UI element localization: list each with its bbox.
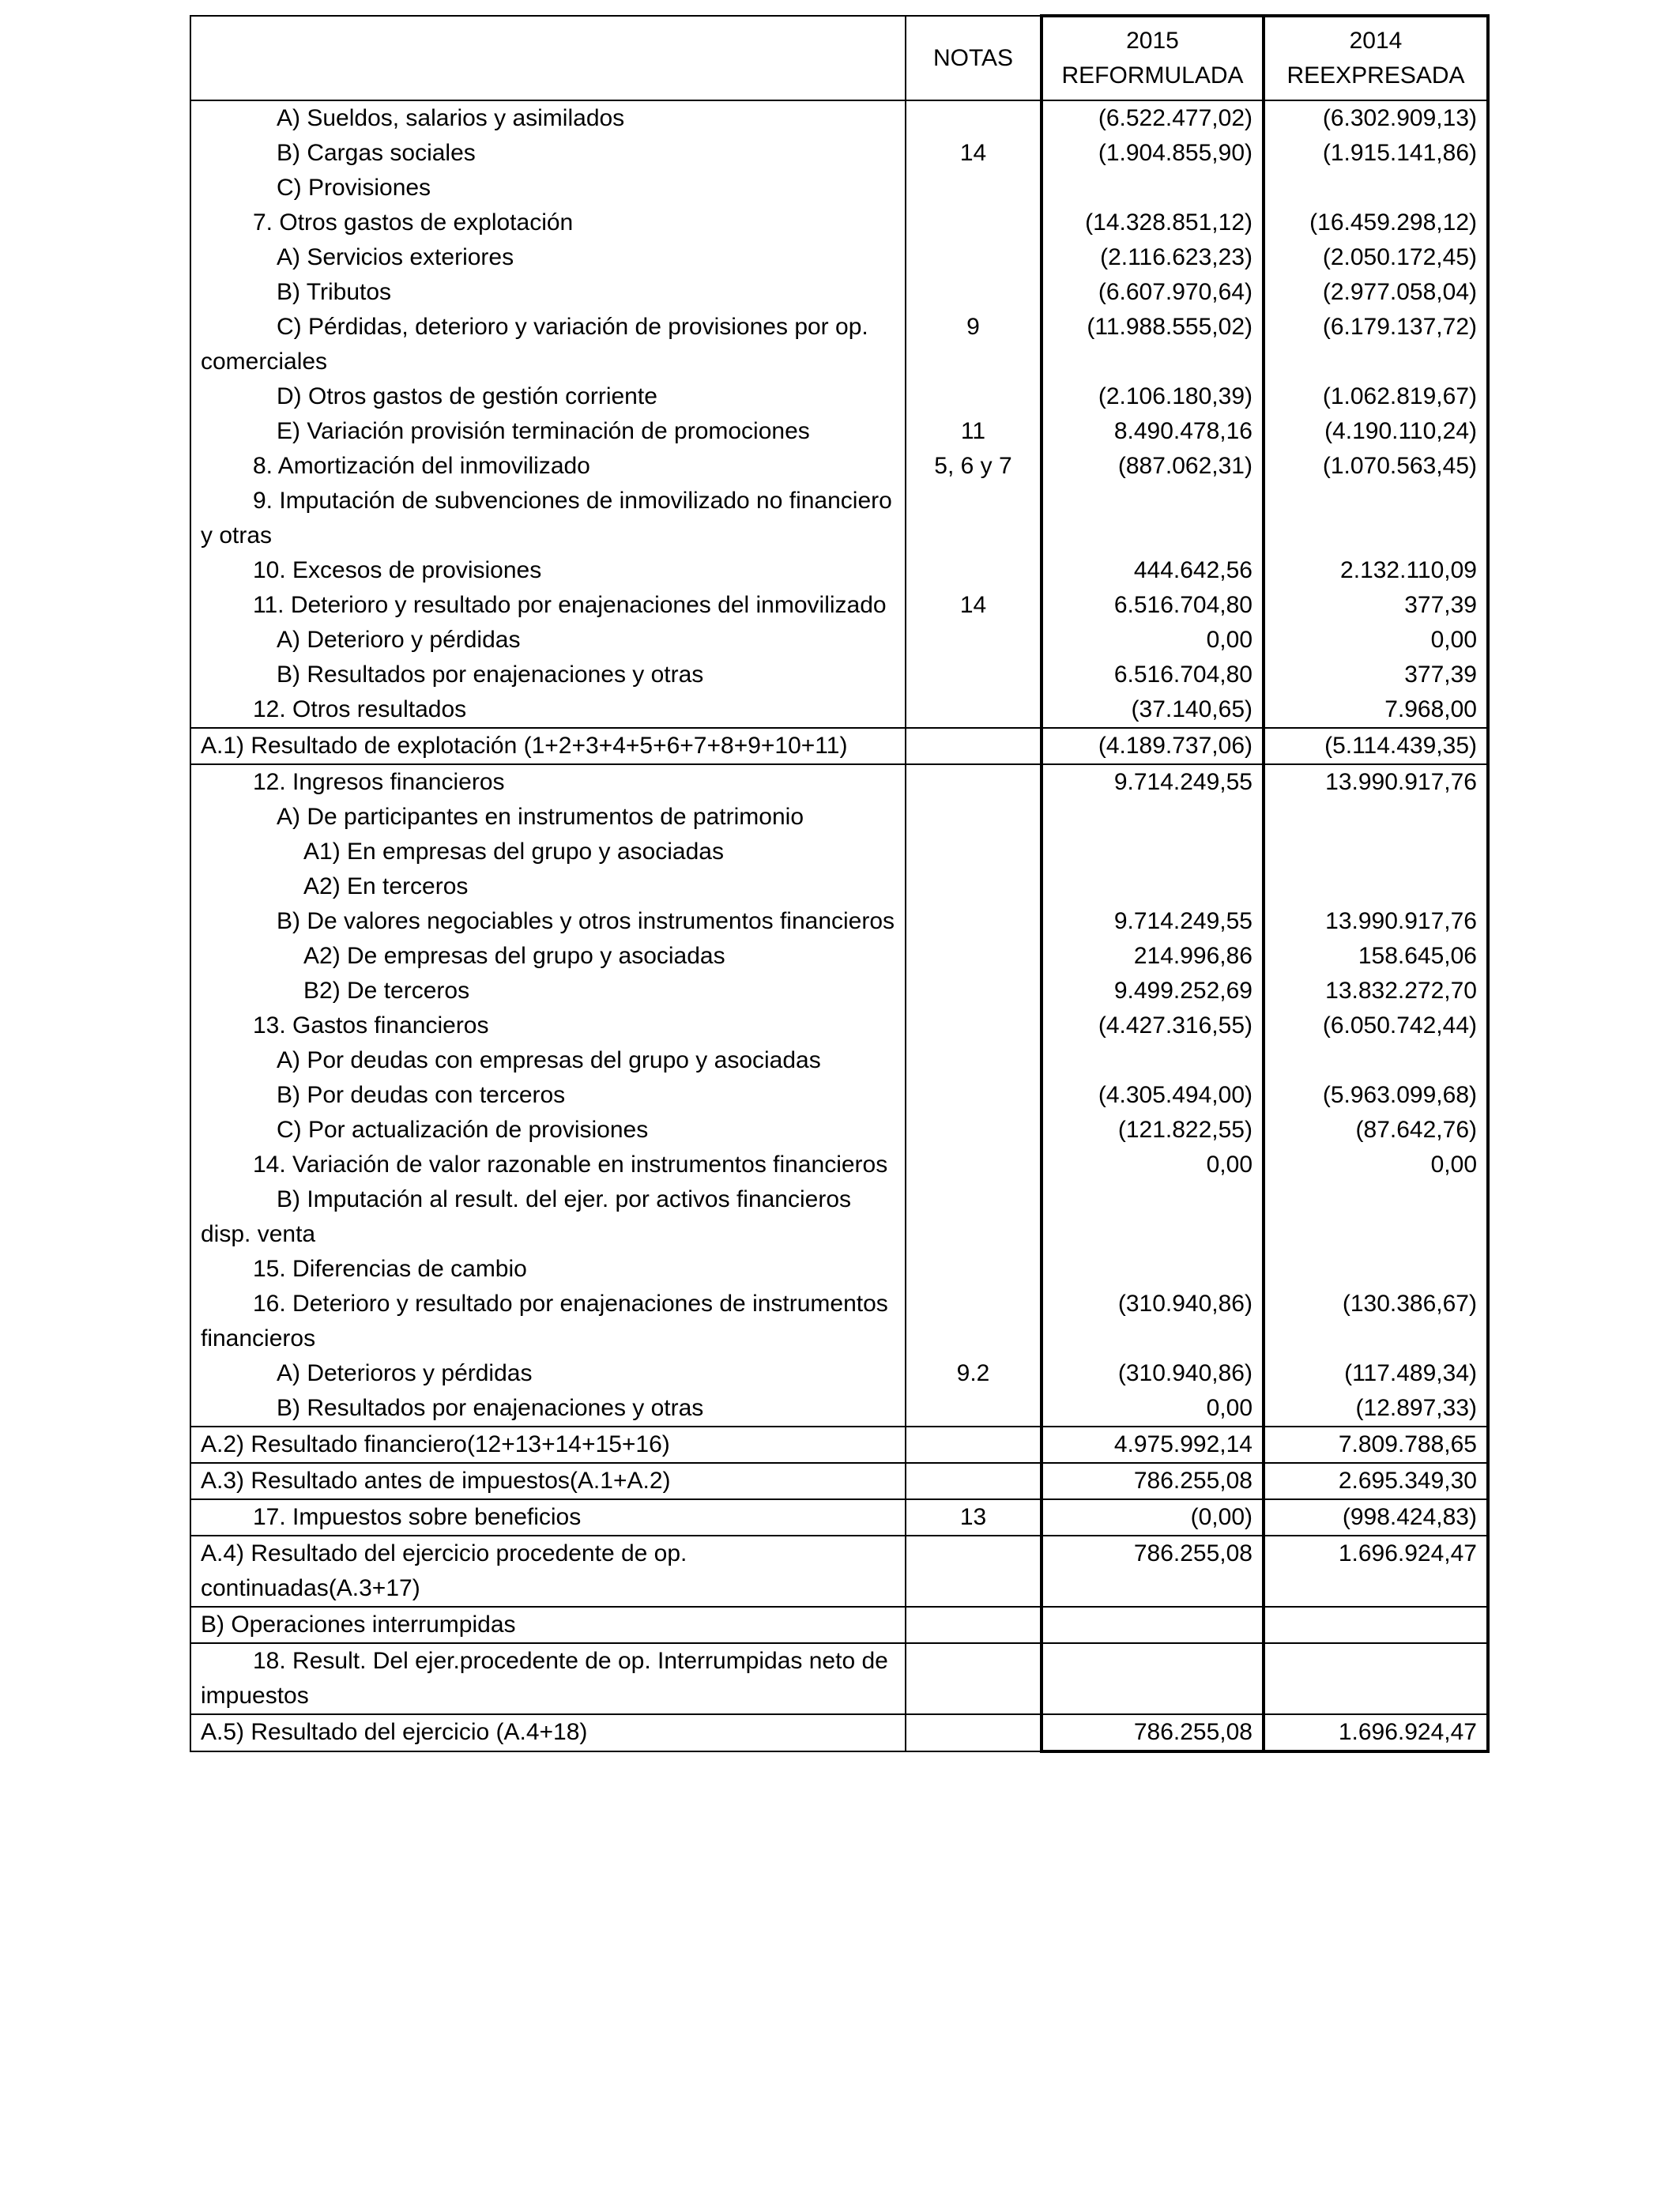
row-notas	[906, 100, 1042, 136]
row-label-cell	[190, 1463, 906, 1499]
row-label-cell	[190, 1252, 906, 1287]
row-value-2015: (37.140,65)	[1042, 692, 1264, 728]
row-value-2014: 1.696.924,47	[1264, 1714, 1488, 1751]
row-value-2015	[1042, 1252, 1264, 1287]
header-2014	[1264, 16, 1488, 100]
row-value-2015: 0,00	[1042, 1391, 1264, 1427]
table-row	[190, 1182, 1488, 1252]
row-notas	[906, 692, 1042, 728]
row-label: A.1) Resultado de explotación (1+2+3+4+5+6+7+8+9+10+11)	[201, 733, 848, 759]
row-label: 11. Deterioro y resultado por enajenaciones del inmovilizado	[253, 592, 887, 618]
table-row	[190, 484, 1488, 553]
table-row	[190, 1607, 1488, 1643]
row-value-2015	[1042, 1607, 1264, 1643]
table-row	[190, 658, 1488, 692]
row-value-2015: (11.988.555,02)	[1042, 310, 1264, 379]
table-row	[190, 1148, 1488, 1182]
row-value-2015: (2.116.623,23)	[1042, 240, 1264, 275]
row-label: D) Otros gastos de gestión corriente	[277, 383, 657, 409]
row-value-2014: (5.114.439,35)	[1264, 728, 1488, 764]
row-notas: 14	[906, 588, 1042, 623]
row-label: A.4) Resultado del ejercicio procedente de op. continuadas(A.3+17)	[201, 1540, 687, 1601]
table-row	[190, 692, 1488, 728]
row-value-2014: (6.050.742,44)	[1264, 1008, 1488, 1043]
table-row	[190, 205, 1488, 240]
row-value-2015: 0,00	[1042, 1148, 1264, 1182]
row-label: A.2) Resultado financiero(12+13+14+15+16)	[201, 1431, 670, 1457]
row-label-cell	[190, 1287, 906, 1356]
table-row	[190, 728, 1488, 764]
table-row	[190, 1427, 1488, 1463]
row-value-2014: (4.190.110,24)	[1264, 414, 1488, 449]
row-value-2014: 13.990.917,76	[1264, 904, 1488, 939]
row-label-cell	[190, 1078, 906, 1113]
row-label-cell	[190, 136, 906, 171]
table-row	[190, 835, 1488, 869]
row-label: B) Resultados por enajenaciones y otras	[277, 1395, 704, 1421]
row-label-cell	[190, 835, 906, 869]
row-label: E) Variación provisión terminación de promociones	[277, 418, 810, 444]
row-notas	[906, 240, 1042, 275]
row-label: A) Deterioro y pérdidas	[277, 627, 521, 653]
row-value-2015: (14.328.851,12)	[1042, 205, 1264, 240]
row-notas	[906, 1148, 1042, 1182]
row-value-2015	[1042, 1043, 1264, 1078]
row-label-cell	[190, 658, 906, 692]
row-value-2014: 158.645,06	[1264, 939, 1488, 974]
row-value-2015: (2.106.180,39)	[1042, 379, 1264, 414]
row-value-2014	[1264, 1252, 1488, 1287]
row-value-2015: 6.516.704,80	[1042, 588, 1264, 623]
header-2015	[1042, 16, 1264, 100]
row-label-cell	[190, 1427, 906, 1463]
row-label-cell	[190, 1499, 906, 1536]
table-body	[190, 100, 1488, 1751]
table-row	[190, 974, 1488, 1008]
row-label: B) Cargas sociales	[277, 140, 476, 166]
row-notas	[906, 904, 1042, 939]
table-row	[190, 1391, 1488, 1427]
row-value-2015: (0,00)	[1042, 1499, 1264, 1536]
row-value-2014	[1264, 835, 1488, 869]
row-notas	[906, 764, 1042, 800]
table-row	[190, 1043, 1488, 1078]
row-label-cell	[190, 240, 906, 275]
row-notas: 14	[906, 136, 1042, 171]
row-label-cell	[190, 1714, 906, 1751]
row-label: A1) En empresas del grupo y asociadas	[303, 839, 724, 865]
row-notas	[906, 1287, 1042, 1356]
row-notas	[906, 275, 1042, 310]
row-label: 9. Imputación de subvenciones de inmovilizado no financiero y otras	[201, 488, 892, 548]
header-notas: NOTAS	[906, 16, 1042, 100]
row-value-2014: 2.132.110,09	[1264, 553, 1488, 588]
row-notas	[906, 1182, 1042, 1252]
row-label: 14. Variación de valor razonable en instrumentos financieros	[253, 1152, 888, 1178]
table-row	[190, 1078, 1488, 1113]
row-label: 8. Amortización del inmovilizado	[253, 453, 590, 479]
row-value-2014	[1264, 1643, 1488, 1714]
row-value-2014	[1264, 484, 1488, 553]
row-value-2014: (130.386,67)	[1264, 1287, 1488, 1356]
table-row	[190, 553, 1488, 588]
row-value-2015: 0,00	[1042, 623, 1264, 658]
row-value-2014: (117.489,34)	[1264, 1356, 1488, 1391]
row-value-2015: 9.714.249,55	[1042, 904, 1264, 939]
table-row	[190, 100, 1488, 136]
row-notas: 11	[906, 414, 1042, 449]
row-notas	[906, 1043, 1042, 1078]
row-value-2014: (1.915.141,86)	[1264, 136, 1488, 171]
row-value-2014: (5.963.099,68)	[1264, 1078, 1488, 1113]
table-row	[190, 1714, 1488, 1751]
row-label: A) Por deudas con empresas del grupo y asociadas	[277, 1047, 821, 1073]
row-value-2014: (87.642,76)	[1264, 1113, 1488, 1148]
row-label: 12. Otros resultados	[253, 696, 467, 722]
table-row	[190, 764, 1488, 800]
row-label-cell	[190, 1356, 906, 1391]
row-value-2015: (1.904.855,90)	[1042, 136, 1264, 171]
row-value-2015	[1042, 1182, 1264, 1252]
row-notas	[906, 1463, 1042, 1499]
row-value-2015: 786.255,08	[1042, 1463, 1264, 1499]
row-label-cell	[190, 904, 906, 939]
row-notas	[906, 939, 1042, 974]
financial-statement-sheet	[190, 14, 1487, 1753]
row-label-cell	[190, 310, 906, 379]
row-label: A.5) Resultado del ejercicio (A.4+18)	[201, 1719, 588, 1745]
row-label-cell	[190, 764, 906, 800]
row-label: B) Imputación al result. del ejer. por activos financieros disp. venta	[201, 1186, 852, 1247]
header-2015-year: 2015	[1126, 28, 1179, 54]
row-label: B) Tributos	[277, 279, 392, 305]
row-notas	[906, 1643, 1042, 1714]
row-label-cell	[190, 205, 906, 240]
row-value-2015: 444.642,56	[1042, 553, 1264, 588]
row-label: C) Pérdidas, deterioro y variación de provisiones por op. comerciales	[201, 314, 868, 375]
row-notas	[906, 1008, 1042, 1043]
row-label-cell	[190, 379, 906, 414]
row-value-2015: (4.305.494,00)	[1042, 1078, 1264, 1113]
table-row	[190, 1356, 1488, 1391]
table-row	[190, 1113, 1488, 1148]
row-value-2015: (4.427.316,55)	[1042, 1008, 1264, 1043]
row-value-2014: 377,39	[1264, 658, 1488, 692]
row-label: C) Provisiones	[277, 175, 431, 201]
row-notas	[906, 484, 1042, 553]
row-label-cell	[190, 449, 906, 484]
row-notas	[906, 205, 1042, 240]
table-row	[190, 800, 1488, 835]
row-label-cell	[190, 692, 906, 728]
table-row	[190, 939, 1488, 974]
table-row	[190, 904, 1488, 939]
row-value-2014: 2.695.349,30	[1264, 1463, 1488, 1499]
row-notas	[906, 1252, 1042, 1287]
row-label: C) Por actualización de provisiones	[277, 1117, 649, 1143]
row-label-cell	[190, 588, 906, 623]
table-row	[190, 414, 1488, 449]
row-notas	[906, 1391, 1042, 1427]
row-value-2014	[1264, 1182, 1488, 1252]
row-label: A) Servicios exteriores	[277, 244, 514, 270]
row-label: B) De valores negociables y otros instrumentos financieros	[277, 908, 895, 934]
row-label-cell	[190, 100, 906, 136]
row-label: A) Sueldos, salarios y asimilados	[277, 105, 625, 131]
header-2015-sub: REFORMULADA	[1061, 62, 1244, 89]
row-value-2014: 13.832.272,70	[1264, 974, 1488, 1008]
row-value-2014	[1264, 1043, 1488, 1078]
row-value-2014: 0,00	[1264, 623, 1488, 658]
row-notas: 9	[906, 310, 1042, 379]
row-value-2014	[1264, 1607, 1488, 1643]
row-label: B2) De terceros	[303, 978, 470, 1004]
row-value-2015: (310.940,86)	[1042, 1356, 1264, 1391]
row-label-cell	[190, 1391, 906, 1427]
row-value-2015	[1042, 869, 1264, 904]
row-label: A.3) Resultado antes de impuestos(A.1+A.2)	[201, 1468, 671, 1494]
row-label: 12. Ingresos financieros	[253, 769, 505, 795]
row-label-cell	[190, 1148, 906, 1182]
row-label-cell	[190, 1113, 906, 1148]
row-value-2014: (1.062.819,67)	[1264, 379, 1488, 414]
row-notas	[906, 1536, 1042, 1607]
row-label: 7. Otros gastos de explotación	[253, 209, 574, 236]
table-row	[190, 171, 1488, 205]
row-value-2015: 4.975.992,14	[1042, 1427, 1264, 1463]
row-notas	[906, 1427, 1042, 1463]
row-notas	[906, 1078, 1042, 1113]
table-row	[190, 1008, 1488, 1043]
table-header-row	[190, 16, 1488, 100]
row-notas	[906, 553, 1042, 588]
table-row	[190, 1643, 1488, 1714]
table-row	[190, 240, 1488, 275]
row-label: A2) De empresas del grupo y asociadas	[303, 943, 725, 969]
row-value-2015: (6.522.477,02)	[1042, 100, 1264, 136]
row-value-2015: 9.714.249,55	[1042, 764, 1264, 800]
table-row	[190, 588, 1488, 623]
row-value-2015: (121.822,55)	[1042, 1113, 1264, 1148]
row-label: 18. Result. Del ejer.procedente de op. Interrumpidas neto de impuestos	[201, 1648, 888, 1709]
row-label-cell	[190, 1643, 906, 1714]
row-label-cell	[190, 728, 906, 764]
row-label: A) Deterioros y pérdidas	[277, 1360, 533, 1386]
row-label: 17. Impuestos sobre beneficios	[253, 1504, 582, 1530]
row-label-cell	[190, 1536, 906, 1607]
row-label: A) De participantes en instrumentos de patrimonio	[277, 804, 804, 830]
table-row	[190, 449, 1488, 484]
row-label-cell	[190, 484, 906, 553]
row-value-2014: 7.809.788,65	[1264, 1427, 1488, 1463]
row-value-2014: (16.459.298,12)	[1264, 205, 1488, 240]
row-notas	[906, 1113, 1042, 1148]
row-label: B) Por deudas con terceros	[277, 1082, 566, 1108]
row-notas	[906, 869, 1042, 904]
row-value-2014: 13.990.917,76	[1264, 764, 1488, 800]
row-value-2014: 0,00	[1264, 1148, 1488, 1182]
row-notas	[906, 835, 1042, 869]
row-value-2014: (6.179.137,72)	[1264, 310, 1488, 379]
row-value-2014: (2.977.058,04)	[1264, 275, 1488, 310]
row-notas	[906, 658, 1042, 692]
row-value-2015: (887.062,31)	[1042, 449, 1264, 484]
row-value-2014: (1.070.563,45)	[1264, 449, 1488, 484]
row-label-cell	[190, 1043, 906, 1078]
row-notas	[906, 1607, 1042, 1643]
row-label-cell	[190, 1607, 906, 1643]
row-notas	[906, 623, 1042, 658]
table-row	[190, 1463, 1488, 1499]
row-notas	[906, 379, 1042, 414]
row-label-cell	[190, 974, 906, 1008]
row-notas	[906, 728, 1042, 764]
row-value-2015	[1042, 835, 1264, 869]
row-value-2015: (310.940,86)	[1042, 1287, 1264, 1356]
row-value-2014: 377,39	[1264, 588, 1488, 623]
table-row	[190, 1252, 1488, 1287]
row-label-cell	[190, 171, 906, 205]
header-2014-year: 2014	[1349, 28, 1403, 54]
table-row	[190, 1536, 1488, 1607]
income-statement-table	[190, 14, 1490, 1753]
row-notas: 9.2	[906, 1356, 1042, 1391]
row-value-2014	[1264, 800, 1488, 835]
row-value-2015	[1042, 800, 1264, 835]
header-2014-sub: REEXPRESADA	[1286, 62, 1465, 89]
row-label: B) Operaciones interrumpidas	[201, 1612, 516, 1638]
row-value-2014	[1264, 171, 1488, 205]
row-value-2015: 786.255,08	[1042, 1536, 1264, 1607]
table-row	[190, 136, 1488, 171]
row-label-cell	[190, 800, 906, 835]
table-row	[190, 379, 1488, 414]
row-label: 15. Diferencias de cambio	[253, 1256, 527, 1282]
table-row	[190, 1499, 1488, 1536]
row-value-2015: (6.607.970,64)	[1042, 275, 1264, 310]
table-row	[190, 869, 1488, 904]
row-label-cell	[190, 1008, 906, 1043]
row-value-2015	[1042, 1643, 1264, 1714]
row-value-2014: 7.968,00	[1264, 692, 1488, 728]
row-value-2014: 1.696.924,47	[1264, 1536, 1488, 1607]
row-value-2015: 9.499.252,69	[1042, 974, 1264, 1008]
row-label-cell	[190, 939, 906, 974]
row-label: 13. Gastos financieros	[253, 1012, 489, 1039]
row-label-cell	[190, 553, 906, 588]
row-value-2014: (6.302.909,13)	[1264, 100, 1488, 136]
row-notas	[906, 1714, 1042, 1751]
row-value-2014: (12.897,33)	[1264, 1391, 1488, 1427]
row-label-cell	[190, 275, 906, 310]
table-row	[190, 275, 1488, 310]
row-value-2015	[1042, 171, 1264, 205]
table-row	[190, 310, 1488, 379]
row-label: B) Resultados por enajenaciones y otras	[277, 662, 704, 688]
row-value-2014: (998.424,83)	[1264, 1499, 1488, 1536]
row-notas: 5, 6 y 7	[906, 449, 1042, 484]
row-label-cell	[190, 869, 906, 904]
row-notas	[906, 800, 1042, 835]
row-label-cell	[190, 414, 906, 449]
row-value-2015: 6.516.704,80	[1042, 658, 1264, 692]
row-value-2014	[1264, 869, 1488, 904]
row-label: 10. Excesos de provisiones	[253, 557, 542, 583]
row-notas	[906, 974, 1042, 1008]
header-label-cell	[190, 16, 906, 100]
row-notas: 13	[906, 1499, 1042, 1536]
table-row	[190, 1287, 1488, 1356]
row-value-2015: (4.189.737,06)	[1042, 728, 1264, 764]
row-label: A2) En terceros	[303, 873, 469, 899]
row-value-2015: 8.490.478,16	[1042, 414, 1264, 449]
row-notas	[906, 171, 1042, 205]
row-label-cell	[190, 623, 906, 658]
row-value-2015: 786.255,08	[1042, 1714, 1264, 1751]
row-label: 16. Deterioro y resultado por enajenaciones de instrumentos financieros	[201, 1291, 888, 1351]
table-row	[190, 623, 1488, 658]
row-value-2014: (2.050.172,45)	[1264, 240, 1488, 275]
row-value-2015: 214.996,86	[1042, 939, 1264, 974]
row-label-cell	[190, 1182, 906, 1252]
row-value-2015	[1042, 484, 1264, 553]
